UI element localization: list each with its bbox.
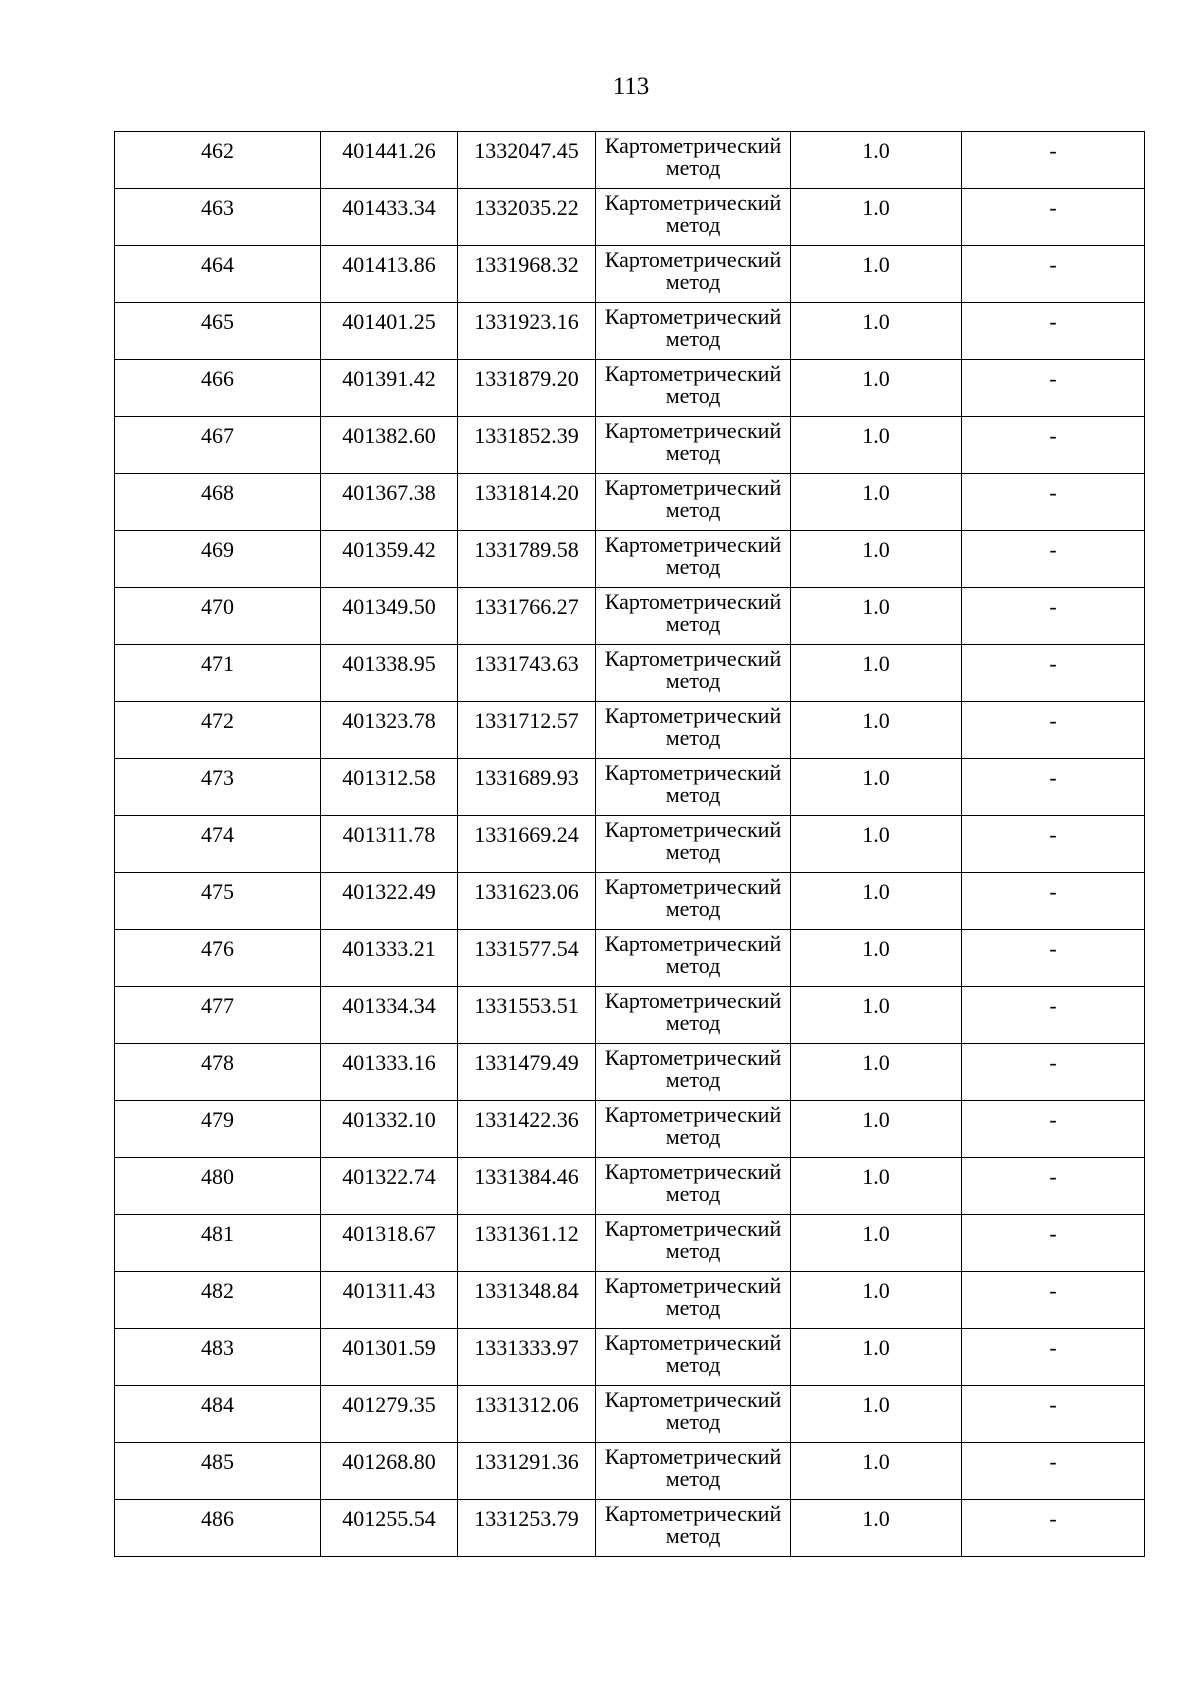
table-row [115, 474, 1145, 531]
point-number-cell: 469 [115, 531, 321, 588]
x-coordinate-cell: 401338.95 [321, 645, 458, 702]
x-coordinate-cell: 401318.67 [321, 1215, 458, 1272]
table-row [115, 189, 1145, 246]
method-line-1: Картометрический [604, 646, 782, 671]
y-coordinate-cell: 1331553.51 [458, 987, 596, 1044]
method-cell [596, 1044, 791, 1101]
method-cell [596, 873, 791, 930]
y-coordinate-cell: 1331623.06 [458, 873, 596, 930]
accuracy-cell: 1.0 [791, 702, 962, 759]
method-line-1: Картометрический [604, 418, 782, 443]
method-line-2: метод [665, 1010, 721, 1035]
y-coordinate-cell: 1331879.20 [458, 360, 596, 417]
method-cell [596, 1500, 791, 1557]
note-cell: - [962, 360, 1145, 417]
method-cell [596, 531, 791, 588]
table-row [115, 417, 1145, 474]
x-coordinate-cell: 401391.42 [321, 360, 458, 417]
note-cell: - [962, 645, 1145, 702]
point-number-cell: 484 [115, 1386, 321, 1443]
method-line-1: Картометрический [604, 475, 782, 500]
point-number-cell: 472 [115, 702, 321, 759]
y-coordinate-cell: 1331814.20 [458, 474, 596, 531]
method-line-2: метод [665, 269, 721, 294]
x-coordinate-cell: 401333.16 [321, 1044, 458, 1101]
method-line-1: Картометрический [604, 1045, 782, 1070]
method-line-1: Картометрический [604, 589, 782, 614]
note-cell: - [962, 1329, 1145, 1386]
accuracy-cell: 1.0 [791, 588, 962, 645]
method-line-1: Картометрический [604, 931, 782, 956]
accuracy-cell: 1.0 [791, 759, 962, 816]
method-cell [596, 816, 791, 873]
accuracy-cell: 1.0 [791, 930, 962, 987]
table-row [115, 1500, 1145, 1557]
note-cell: - [962, 930, 1145, 987]
note-cell: - [962, 474, 1145, 531]
x-coordinate-cell: 401433.34 [321, 189, 458, 246]
method-line-2: метод [665, 1238, 721, 1263]
note-cell: - [962, 987, 1145, 1044]
point-number-cell: 465 [115, 303, 321, 360]
table-row [115, 645, 1145, 702]
x-coordinate-cell: 401332.10 [321, 1101, 458, 1158]
note-cell: - [962, 1044, 1145, 1101]
point-number-cell: 462 [115, 132, 321, 189]
method-cell [596, 1215, 791, 1272]
method-line-1: Картометрический [604, 304, 782, 329]
method-line-2: метод [665, 155, 721, 180]
x-coordinate-cell: 401255.54 [321, 1500, 458, 1557]
accuracy-cell: 1.0 [791, 1500, 962, 1557]
table-row [115, 1443, 1145, 1500]
accuracy-cell: 1.0 [791, 873, 962, 930]
point-number-cell: 473 [115, 759, 321, 816]
accuracy-cell: 1.0 [791, 1272, 962, 1329]
method-cell [596, 930, 791, 987]
method-line-2: метод [665, 326, 721, 351]
method-line-1: Картометрический [604, 361, 782, 386]
accuracy-cell: 1.0 [791, 531, 962, 588]
table-row [115, 132, 1145, 189]
point-number-cell: 485 [115, 1443, 321, 1500]
accuracy-cell: 1.0 [791, 1386, 962, 1443]
point-number-cell: 482 [115, 1272, 321, 1329]
y-coordinate-cell: 1331669.24 [458, 816, 596, 873]
table-row [115, 759, 1145, 816]
y-coordinate-cell: 1331766.27 [458, 588, 596, 645]
method-cell [596, 246, 791, 303]
method-line-2: метод [665, 611, 721, 636]
point-number-cell: 463 [115, 189, 321, 246]
method-cell [596, 588, 791, 645]
accuracy-cell: 1.0 [791, 1215, 962, 1272]
table-row [115, 1272, 1145, 1329]
method-line-1: Картометрический [604, 1159, 782, 1184]
method-cell [596, 759, 791, 816]
method-line-2: метод [665, 953, 721, 978]
method-line-1: Картометрический [604, 988, 782, 1013]
table-row [115, 930, 1145, 987]
point-number-cell: 468 [115, 474, 321, 531]
method-line-1: Картометрический [604, 703, 782, 728]
accuracy-cell: 1.0 [791, 189, 962, 246]
table-row [115, 588, 1145, 645]
y-coordinate-cell: 1331291.36 [458, 1443, 596, 1500]
method-line-2: метод [665, 1067, 721, 1092]
y-coordinate-cell: 1331312.06 [458, 1386, 596, 1443]
y-coordinate-cell: 1331712.57 [458, 702, 596, 759]
method-cell [596, 132, 791, 189]
table-row [115, 303, 1145, 360]
x-coordinate-cell: 401349.50 [321, 588, 458, 645]
x-coordinate-cell: 401413.86 [321, 246, 458, 303]
method-cell [596, 189, 791, 246]
note-cell: - [962, 1443, 1145, 1500]
x-coordinate-cell: 401322.74 [321, 1158, 458, 1215]
y-coordinate-cell: 1331923.16 [458, 303, 596, 360]
point-number-cell: 464 [115, 246, 321, 303]
accuracy-cell: 1.0 [791, 1443, 962, 1500]
method-line-1: Картометрический [604, 817, 782, 842]
note-cell: - [962, 132, 1145, 189]
point-number-cell: 470 [115, 588, 321, 645]
method-line-1: Картометрический [604, 247, 782, 272]
method-line-1: Картометрический [604, 1501, 782, 1526]
table-row [115, 1158, 1145, 1215]
note-cell: - [962, 1101, 1145, 1158]
accuracy-cell: 1.0 [791, 303, 962, 360]
method-cell [596, 1329, 791, 1386]
method-cell [596, 987, 791, 1044]
x-coordinate-cell: 401334.34 [321, 987, 458, 1044]
method-cell [596, 1386, 791, 1443]
method-line-2: метод [665, 896, 721, 921]
coordinates-table [114, 131, 1145, 1557]
method-line-1: Картометрический [604, 1444, 782, 1469]
note-cell: - [962, 1158, 1145, 1215]
x-coordinate-cell: 401333.21 [321, 930, 458, 987]
y-coordinate-cell: 1331577.54 [458, 930, 596, 987]
x-coordinate-cell: 401367.38 [321, 474, 458, 531]
x-coordinate-cell: 401312.58 [321, 759, 458, 816]
table-row [115, 1044, 1145, 1101]
y-coordinate-cell: 1332047.45 [458, 132, 596, 189]
method-line-1: Картометрический [604, 874, 782, 899]
x-coordinate-cell: 401279.35 [321, 1386, 458, 1443]
note-cell: - [962, 303, 1145, 360]
y-coordinate-cell: 1331384.46 [458, 1158, 596, 1215]
x-coordinate-cell: 401311.78 [321, 816, 458, 873]
table-row [115, 816, 1145, 873]
accuracy-cell: 1.0 [791, 1158, 962, 1215]
method-cell [596, 1272, 791, 1329]
method-line-2: метод [665, 1466, 721, 1491]
table-row [115, 702, 1145, 759]
method-line-1: Картометрический [604, 1387, 782, 1412]
method-line-2: метод [665, 383, 721, 408]
y-coordinate-cell: 1331789.58 [458, 531, 596, 588]
point-number-cell: 486 [115, 1500, 321, 1557]
point-number-cell: 475 [115, 873, 321, 930]
note-cell: - [962, 1386, 1145, 1443]
note-cell: - [962, 531, 1145, 588]
accuracy-cell: 1.0 [791, 1101, 962, 1158]
method-line-2: метод [665, 1181, 721, 1206]
note-cell: - [962, 759, 1145, 816]
method-cell [596, 645, 791, 702]
note-cell: - [962, 417, 1145, 474]
x-coordinate-cell: 401323.78 [321, 702, 458, 759]
x-coordinate-cell: 401311.43 [321, 1272, 458, 1329]
table-row [115, 1101, 1145, 1158]
accuracy-cell: 1.0 [791, 417, 962, 474]
accuracy-cell: 1.0 [791, 246, 962, 303]
point-number-cell: 483 [115, 1329, 321, 1386]
point-number-cell: 480 [115, 1158, 321, 1215]
point-number-cell: 471 [115, 645, 321, 702]
note-cell: - [962, 1500, 1145, 1557]
table-row [115, 1215, 1145, 1272]
x-coordinate-cell: 401268.80 [321, 1443, 458, 1500]
accuracy-cell: 1.0 [791, 987, 962, 1044]
x-coordinate-cell: 401301.59 [321, 1329, 458, 1386]
point-number-cell: 479 [115, 1101, 321, 1158]
note-cell: - [962, 588, 1145, 645]
method-line-1: Картометрический [604, 760, 782, 785]
method-line-2: метод [665, 497, 721, 522]
method-line-1: Картометрический [604, 1273, 782, 1298]
accuracy-cell: 1.0 [791, 816, 962, 873]
method-line-2: метод [665, 1295, 721, 1320]
method-cell [596, 474, 791, 531]
table-row [115, 1386, 1145, 1443]
note-cell: - [962, 1272, 1145, 1329]
note-cell: - [962, 1215, 1145, 1272]
y-coordinate-cell: 1331422.36 [458, 1101, 596, 1158]
x-coordinate-cell: 401382.60 [321, 417, 458, 474]
y-coordinate-cell: 1331852.39 [458, 417, 596, 474]
method-cell [596, 303, 791, 360]
method-line-2: метод [665, 554, 721, 579]
accuracy-cell: 1.0 [791, 474, 962, 531]
note-cell: - [962, 189, 1145, 246]
note-cell: - [962, 873, 1145, 930]
accuracy-cell: 1.0 [791, 1044, 962, 1101]
y-coordinate-cell: 1331479.49 [458, 1044, 596, 1101]
accuracy-cell: 1.0 [791, 645, 962, 702]
y-coordinate-cell: 1332035.22 [458, 189, 596, 246]
point-number-cell: 476 [115, 930, 321, 987]
x-coordinate-cell: 401441.26 [321, 132, 458, 189]
y-coordinate-cell: 1331361.12 [458, 1215, 596, 1272]
y-coordinate-cell: 1331333.97 [458, 1329, 596, 1386]
y-coordinate-cell: 1331689.93 [458, 759, 596, 816]
method-cell [596, 417, 791, 474]
table-row [115, 360, 1145, 417]
method-line-2: метод [665, 212, 721, 237]
point-number-cell: 481 [115, 1215, 321, 1272]
table-row [115, 1329, 1145, 1386]
accuracy-cell: 1.0 [791, 360, 962, 417]
method-line-2: метод [665, 1523, 721, 1548]
page-number: 113 [612, 73, 650, 100]
method-cell [596, 1158, 791, 1215]
point-number-cell: 467 [115, 417, 321, 474]
method-line-1: Картометрический [604, 532, 782, 557]
method-cell [596, 1443, 791, 1500]
method-line-2: метод [665, 668, 721, 693]
method-line-1: Картометрический [604, 1102, 782, 1127]
table-row [115, 987, 1145, 1044]
y-coordinate-cell: 1331348.84 [458, 1272, 596, 1329]
x-coordinate-cell: 401359.42 [321, 531, 458, 588]
point-number-cell: 474 [115, 816, 321, 873]
method-line-1: Картометрический [604, 1216, 782, 1241]
method-line-2: метод [665, 782, 721, 807]
method-line-2: метод [665, 440, 721, 465]
note-cell: - [962, 702, 1145, 759]
method-line-2: метод [665, 839, 721, 864]
table-body [115, 132, 1145, 1557]
y-coordinate-cell: 1331253.79 [458, 1500, 596, 1557]
point-number-cell: 477 [115, 987, 321, 1044]
method-cell [596, 360, 791, 417]
method-line-1: Картометрический [604, 190, 782, 215]
method-line-2: метод [665, 1409, 721, 1434]
method-cell [596, 1101, 791, 1158]
method-line-2: метод [665, 1352, 721, 1377]
method-line-2: метод [665, 1124, 721, 1149]
method-line-1: Картометрический [604, 133, 782, 158]
method-line-2: метод [665, 725, 721, 750]
method-cell [596, 702, 791, 759]
note-cell: - [962, 816, 1145, 873]
y-coordinate-cell: 1331743.63 [458, 645, 596, 702]
x-coordinate-cell: 401401.25 [321, 303, 458, 360]
point-number-cell: 478 [115, 1044, 321, 1101]
point-number-cell: 466 [115, 360, 321, 417]
x-coordinate-cell: 401322.49 [321, 873, 458, 930]
accuracy-cell: 1.0 [791, 1329, 962, 1386]
table-row [115, 873, 1145, 930]
accuracy-cell: 1.0 [791, 132, 962, 189]
note-cell: - [962, 246, 1145, 303]
table-row [115, 246, 1145, 303]
method-line-1: Картометрический [604, 1330, 782, 1355]
y-coordinate-cell: 1331968.32 [458, 246, 596, 303]
table-row [115, 531, 1145, 588]
